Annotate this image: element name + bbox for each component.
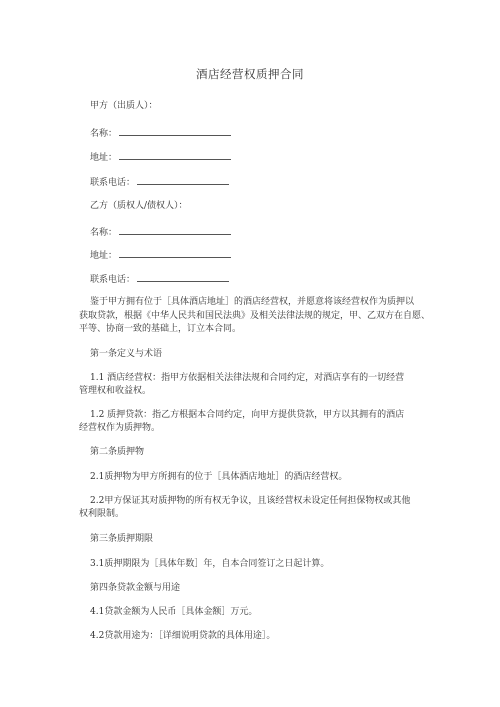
party-b-name-label: 名称： xyxy=(90,228,118,238)
party-a-address-blank xyxy=(119,150,231,160)
party-a-name-label: 名称： xyxy=(90,129,118,139)
party-a-name-blank xyxy=(119,126,231,136)
party-b-heading: 乙方（质权人/债权人）： xyxy=(90,201,188,211)
party-a-phone-blank xyxy=(137,175,229,185)
article-4-item-2: 4.2贷款用途为：［详细说明贷款的具体用途］。 xyxy=(90,631,276,641)
party-b-phone-blank xyxy=(137,272,229,282)
article-2-item-1: 2.1质押物为甲方所拥有的位于［具体酒店地址］的酒店经营权。 xyxy=(90,472,348,482)
party-a-name-row xyxy=(90,126,231,140)
article-4-item-1: 4.1贷款金额为人民币［具体金额］万元。 xyxy=(90,607,258,617)
party-b-phone-row xyxy=(90,272,229,286)
party-b-name-row xyxy=(90,225,231,239)
article-3-heading: 第三条质押期限 xyxy=(90,534,154,544)
article-1-item-1-line-1: 1.1 酒店经营权：指甲方依据相关法律法规和合同约定，对酒店享有的一切经营 xyxy=(90,373,405,383)
party-a-phone-row xyxy=(90,175,229,189)
article-2-item-2-line-2: 权利限制。 xyxy=(79,509,125,519)
article-3-item-1: 3.1质押期限为［具体年数］年，自本合同签订之日起计算。 xyxy=(90,559,330,569)
article-1-heading: 第一条定义与术语 xyxy=(90,349,163,359)
party-b-address-row xyxy=(90,248,231,262)
article-1-item-1-line-2: 管理权和收益权。 xyxy=(79,386,152,396)
party-a-address-row xyxy=(90,150,231,164)
contract-title: 酒店经营权质押合同 xyxy=(196,67,304,81)
preamble-line-1: 鉴于甲方拥有位于［具体酒店地址］的酒店经营权，并愿意将该经营权作为质押以 xyxy=(90,297,415,307)
party-b-phone-label: 联系电话： xyxy=(90,275,136,285)
preamble-line-3: 平等、协商一致的基础上，订立本合同。 xyxy=(79,324,242,334)
preamble-line-2: 获取贷款，根据《中华人民共和国民法典》及相关法律法规的规定，甲、乙双方在自愿、 xyxy=(79,311,431,321)
article-1-item-2-line-2: 经营权作为质押物。 xyxy=(79,423,161,433)
party-a-address-label: 地址： xyxy=(90,153,118,163)
party-a-heading: 甲方（出质人）： xyxy=(90,101,158,111)
party-b-address-blank xyxy=(119,248,231,258)
party-b-address-label: 地址： xyxy=(90,251,118,261)
party-a-phone-label: 联系电话： xyxy=(90,178,136,188)
article-2-heading: 第二条质押物 xyxy=(90,447,145,457)
party-b-name-blank xyxy=(119,225,231,235)
article-2-item-2-line-1: 2.2甲方保证其对质押物的所有权无争议，且该经营权未设定任何担保物权或其他 xyxy=(90,496,411,506)
article-1-item-2-line-1: 1.2 质押贷款：指乙方根据本合同约定，向甲方提供贷款，甲方以其拥有的酒店 xyxy=(90,410,405,420)
article-4-heading: 第四条贷款金额与用途 xyxy=(90,583,181,593)
